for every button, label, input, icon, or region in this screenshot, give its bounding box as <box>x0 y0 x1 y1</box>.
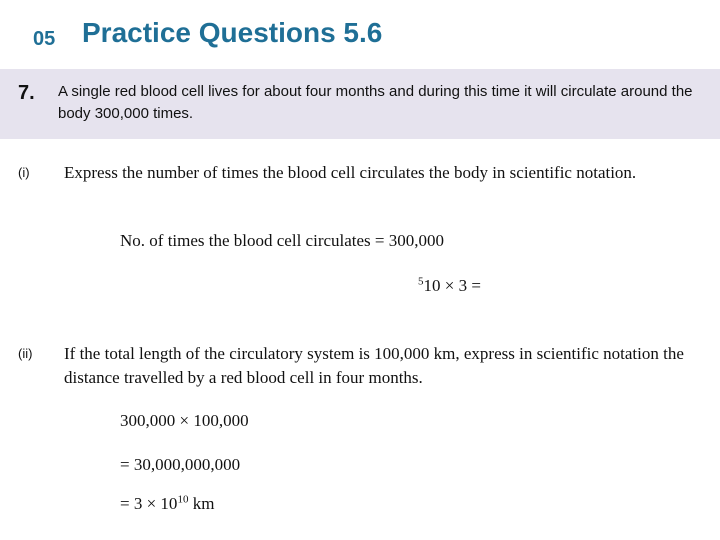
part-ii-text: If the total length of the circulatory system is 100,000 km, express in scientific notation the distance travelled by a red blood cell in four months. <box>64 344 684 387</box>
part-ii-working-line-3 <box>120 494 214 514</box>
part-i-label: (i) <box>18 165 30 180</box>
part-ii-label: (ii) <box>18 346 33 361</box>
question-text: A single red blood cell lives for about four months and during this time it will circulate around the body 300,000 times. <box>58 83 693 122</box>
part-i-text: Express the number of times the blood cell circulates the body in scientific notation. <box>64 163 637 182</box>
part-ii-answer-unit: km <box>188 494 215 513</box>
part-ii-answer-prefix: = 3 × 10 <box>120 494 178 513</box>
part-i-working-line-2 <box>418 276 481 296</box>
part-i-working-line-1: No. of times the blood cell circulates = 300,000 <box>120 231 445 250</box>
part-i-expression: 10 × 3 = <box>423 276 481 295</box>
part-ii-answer-exponent: 10 <box>177 493 189 506</box>
part-i-exponent: 5 <box>418 275 424 288</box>
page-title: Practice Questions 5.6 <box>82 17 383 48</box>
part-ii-working-line-2: = 30,000,000,000 <box>120 455 241 474</box>
question-number: 7. <box>18 82 35 104</box>
chapter-number: 05 <box>33 28 56 50</box>
part-ii-working-line-1: 300,000 × 100,000 <box>120 411 249 430</box>
